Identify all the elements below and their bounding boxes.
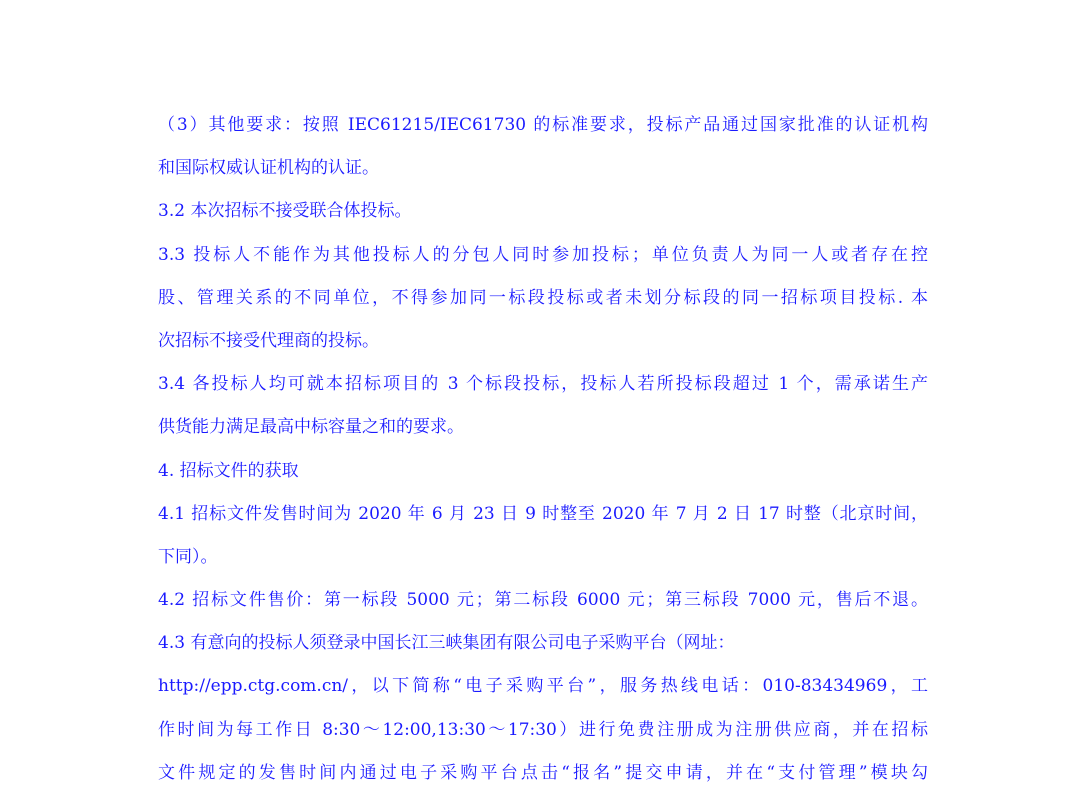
text-line: 文件规定的发售时间内通过电子采购平台点击“报名”提交申请，并在“支付管理”模块勾 xyxy=(158,762,928,783)
text-line: 供货能力满足最高中标容量之和的要求。 xyxy=(158,417,464,438)
text-line: 4. 招标文件的获取 xyxy=(158,460,299,481)
document-body xyxy=(158,104,928,795)
text-line: http://epp.ctg.com.cn/，以下简称“电子采购平台”，服务热线电话：010-83434969，工 xyxy=(158,676,928,697)
text-line: 3.2 本次招标不接受联合体投标。 xyxy=(158,201,412,222)
text-line: 3.4 各投标人均可就本招标项目的 3 个标段投标，投标人若所投标段超过 1 个，需承诺生产 xyxy=(158,374,928,395)
text-line: 和国际权威认证机构的认证。 xyxy=(158,158,379,179)
text-line: 作时间为每工作日 8:30～12:00,13:30～17:30）进行免费注册成为注册供应商，并在招标 xyxy=(158,719,928,740)
text-line: 4.2 招标文件售价：第一标段 5000 元；第二标段 6000 元；第三标段 7000 元，售后不退。 xyxy=(158,590,928,611)
text-line: 下同）。 xyxy=(158,546,218,567)
text-line: 4.3 有意向的投标人须登录中国长江三峡集团有限公司电子采购平台（网址： xyxy=(158,633,735,654)
text-line: 3.3 投标人不能作为其他投标人的分包人同时参加投标；单位负责人为同一人或者存在控 xyxy=(158,244,928,265)
text-line: （3）其他要求：按照 IEC61215/IEC61730 的标准要求，投标产品通过国家批准的认证机构 xyxy=(158,115,928,135)
text-line: 次招标不接受代理商的投标。 xyxy=(158,330,379,351)
text-line: 4.1 招标文件发售时间为 2020 年 6 月 23 日 9 时整至 2020 年 7 月 2 日 17 时整（北京时间， xyxy=(158,503,928,524)
text-line: 股、管理关系的不同单位，不得参加同一标段投标或者未划分标段的同一招标项目投标. 本 xyxy=(158,287,928,308)
